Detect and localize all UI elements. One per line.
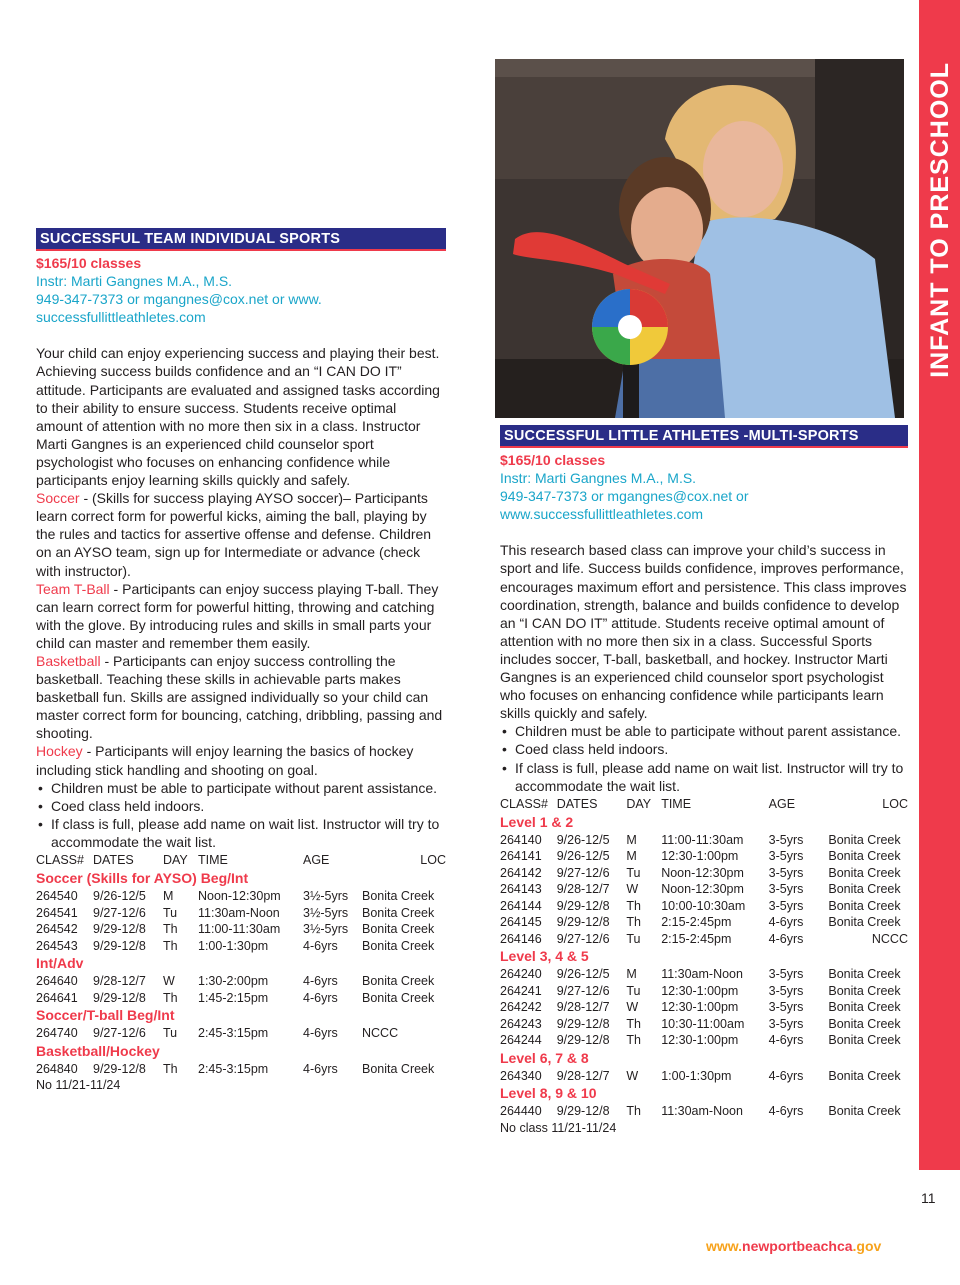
left-sport-tball bbox=[36, 580, 446, 652]
col-dates: DATES bbox=[93, 853, 134, 867]
right-column bbox=[500, 425, 908, 1136]
schedule-row bbox=[500, 1103, 908, 1120]
cell-age: 4-6yrs bbox=[303, 1061, 338, 1076]
cell-time: 11:00-11:30am bbox=[198, 922, 281, 936]
schedule-row bbox=[36, 905, 446, 922]
cell-time: 1:00-1:30pm bbox=[198, 938, 269, 953]
schedule-row bbox=[36, 1025, 446, 1042]
right-contact-line2[interactable]: www.successfullittleathletes.com bbox=[500, 506, 704, 523]
cell-loc: Bonita Creek bbox=[828, 983, 901, 998]
cell-time: 12:30-1:00pm bbox=[661, 1033, 739, 1048]
cell-day: Th bbox=[163, 990, 178, 1005]
cell-day: Th bbox=[626, 1104, 641, 1119]
cell-dates: 9/29-12/8 bbox=[93, 990, 146, 1005]
cell-class: 264140 bbox=[500, 832, 542, 847]
col-time: TIME bbox=[198, 853, 228, 867]
cell-loc: Bonita Creek bbox=[362, 889, 435, 903]
cell-day: M bbox=[626, 849, 637, 864]
cell-class: 264840 bbox=[36, 1061, 78, 1076]
cell-class: 264240 bbox=[500, 967, 542, 982]
cell-loc: Bonita Creek bbox=[828, 1000, 901, 1015]
left-sport-hockey bbox=[36, 742, 446, 778]
cell-class: 264543 bbox=[36, 938, 78, 953]
footer-url-www: www. bbox=[706, 1238, 743, 1254]
page-number: 11 bbox=[921, 1190, 936, 1206]
col-class: CLASS# bbox=[500, 796, 548, 811]
cell-time: 2:45-3:15pm bbox=[198, 1026, 269, 1040]
cell-time: 12:30-1:00pm bbox=[661, 983, 739, 998]
cell-time: 11:30am-Noon bbox=[198, 905, 280, 920]
cell-class: 264141 bbox=[500, 849, 542, 864]
cell-loc: Bonita Creek bbox=[828, 967, 901, 982]
schedule-row bbox=[500, 898, 908, 915]
schedule-row bbox=[500, 1032, 908, 1049]
schedule-group-label: Level 8, 9 & 10 bbox=[500, 1085, 597, 1102]
cell-age: 3-5yrs bbox=[768, 832, 804, 847]
cell-dates: 9/27-12/6 bbox=[556, 865, 610, 880]
cell-age: 3-5yrs bbox=[768, 1016, 804, 1031]
right-section-title: SUCCESSFUL LITTLE ATHLETES -MULTI-SPORTS bbox=[500, 425, 908, 448]
cell-time: Noon-12:30pm bbox=[198, 889, 281, 903]
cell-age: 4-6yrs bbox=[303, 974, 338, 988]
cell-time: 12:30-1:00pm bbox=[661, 1000, 739, 1015]
cell-day: W bbox=[626, 1068, 639, 1083]
left-instructor: Instr: Marti Gangnes M.A., M.S. bbox=[36, 273, 233, 290]
cell-day: M bbox=[626, 967, 637, 982]
schedule-row bbox=[36, 921, 446, 938]
cell-day: Th bbox=[626, 898, 641, 913]
cell-age: 4-6yrs bbox=[768, 1033, 804, 1048]
cell-time: Noon-12:30pm bbox=[661, 865, 744, 880]
cell-time: 11:30am-Noon bbox=[661, 1104, 743, 1119]
schedule-row bbox=[500, 1068, 908, 1085]
right-intro: This research based class can improve your child’s success in sport and life. Success builds confidence, improves performance, encourages maximum effort and persistence. This class improves coordination, strength, balance and builds confidence to develop an “I CAN DO IT” attitude. Students receive optimal amount of attention with no more then six in a class. Successful Sports includes soccer, T-ball, basketball, and hockey. Instructor Marti Gangnes is an experienced child counselor sport psychologist who focuses on enhancing confidence while participants learn skills quickly and safely. bbox=[500, 542, 907, 722]
cell-loc: Bonita Creek bbox=[828, 1033, 901, 1048]
left-price: $165/10 classes bbox=[36, 255, 142, 271]
schedule-row bbox=[36, 990, 446, 1007]
cell-day: Tu bbox=[163, 1026, 178, 1040]
cell-loc: Bonita Creek bbox=[362, 990, 435, 1005]
col-day: DAY bbox=[163, 853, 188, 867]
schedule-note: No 11/21-11/24 bbox=[36, 1078, 121, 1092]
schedule-row bbox=[500, 966, 908, 983]
cell-loc: Bonita Creek bbox=[828, 1104, 901, 1119]
cell-time: 10:30-11:00am bbox=[661, 1016, 745, 1031]
col-dates: DATES bbox=[556, 796, 598, 811]
schedule-row bbox=[500, 931, 908, 948]
cell-age: 4-6yrs bbox=[303, 1026, 338, 1040]
woman-face bbox=[703, 121, 783, 217]
cell-class: 264144 bbox=[500, 898, 542, 913]
bullet-item: • Children must be able to participate without parent assistance. bbox=[500, 722, 908, 740]
cell-class: 264143 bbox=[500, 882, 542, 897]
cell-loc: Bonita Creek bbox=[828, 832, 901, 847]
right-instructor: Instr: Marti Gangnes M.A., M.S. bbox=[500, 470, 697, 487]
cell-age: 4-6yrs bbox=[768, 915, 804, 930]
cell-loc: Bonita Creek bbox=[828, 882, 901, 897]
cell-age: 3½-5yrs bbox=[303, 889, 349, 903]
cell-loc: Bonita Creek bbox=[828, 849, 901, 864]
col-loc: LOC bbox=[882, 796, 908, 811]
schedule-row bbox=[500, 881, 908, 898]
schedule-row bbox=[36, 938, 446, 955]
cell-loc: Bonita Creek bbox=[828, 898, 901, 913]
cell-loc: Bonita Creek bbox=[362, 974, 435, 988]
cell-day: Th bbox=[163, 1061, 178, 1076]
cell-loc: NCCC bbox=[362, 1026, 399, 1040]
footer-url-tld: .gov bbox=[852, 1238, 882, 1254]
cell-class: 264542 bbox=[36, 922, 78, 936]
schedule-row bbox=[500, 832, 908, 849]
left-contact-line1[interactable]: 949-347-7373 or mgangnes@cox.net or www. bbox=[36, 291, 322, 308]
cell-dates: 9/29-12/8 bbox=[93, 938, 146, 953]
cell-class: 264243 bbox=[500, 1016, 542, 1031]
schedule-group-label: Soccer/T-ball Beg/Int bbox=[36, 1007, 175, 1023]
cell-day: Tu bbox=[626, 931, 641, 946]
cell-age: 3½-5yrs bbox=[303, 922, 349, 936]
cell-dates: 9/27-12/6 bbox=[93, 905, 146, 920]
cell-dates: 9/29-12/8 bbox=[556, 1016, 610, 1031]
cell-day: Th bbox=[626, 1016, 641, 1031]
col-age: AGE bbox=[303, 853, 330, 867]
schedule-row bbox=[36, 1061, 446, 1078]
schedule-group-label: Int/Adv bbox=[36, 955, 84, 971]
section-sidebar bbox=[919, 0, 960, 1170]
col-age: AGE bbox=[768, 796, 796, 811]
cell-age: 3-5yrs bbox=[768, 865, 804, 880]
cell-day: Th bbox=[163, 922, 178, 936]
cell-class: 264244 bbox=[500, 1033, 542, 1048]
child-face bbox=[631, 187, 703, 271]
schedule-row bbox=[500, 914, 908, 931]
cell-age: 3-5yrs bbox=[768, 898, 804, 913]
col-class: CLASS# bbox=[36, 853, 84, 867]
cell-class: 264241 bbox=[500, 983, 542, 998]
schedule-row bbox=[500, 1016, 908, 1033]
cell-loc: Bonita Creek bbox=[362, 938, 435, 953]
schedule-group-label: Level 3, 4 & 5 bbox=[500, 948, 589, 965]
cell-day: W bbox=[626, 882, 639, 897]
cell-day: M bbox=[163, 889, 174, 903]
cell-class: 264146 bbox=[500, 931, 542, 946]
left-schedule bbox=[36, 869, 446, 1094]
cell-day: Th bbox=[626, 915, 641, 930]
cell-time: 1:30-2:00pm bbox=[198, 974, 269, 988]
cell-dates: 9/26-12/5 bbox=[93, 889, 146, 903]
bullet-item: • Children must be able to participate without parent assistance. bbox=[36, 779, 446, 797]
right-contact-line1[interactable]: 949-347-7373 or mgangnes@cox.net or bbox=[500, 488, 749, 505]
sport-text: - Participants can enjoy success controlling the basketball. Teaching these skills in achievable parts makes basketball fun. Skills are assigned individually so your child can master correct form for bouncing, catching, dribbling, passing and shooting. bbox=[36, 652, 443, 742]
cell-dates: 9/28-12/7 bbox=[556, 882, 610, 897]
sport-text: - Participants can enjoy success playing T-ball. They can learn correct form for powerful hitting, throwing and catching with the glove. By introducing rules and skills in small parts your child can master and remember them easily. bbox=[36, 580, 439, 651]
right-table-header bbox=[500, 795, 908, 813]
right-schedule bbox=[500, 813, 908, 1137]
schedule-group-label: Basketball/Hockey bbox=[36, 1042, 160, 1059]
cell-age: 4-6yrs bbox=[303, 990, 338, 1005]
sport-name: Basketball bbox=[36, 652, 101, 669]
cell-class: 264540 bbox=[36, 889, 78, 903]
cell-class: 264440 bbox=[500, 1104, 542, 1119]
cell-age: 4-6yrs bbox=[768, 1068, 804, 1083]
cell-class: 264242 bbox=[500, 1000, 542, 1015]
right-price: $165/10 classes bbox=[500, 452, 606, 468]
schedule-row bbox=[500, 983, 908, 1000]
cell-time: 11:00-11:30am bbox=[661, 832, 744, 847]
cell-time: 12:30-1:00pm bbox=[661, 849, 739, 864]
cell-time: 2:15-2:45pm bbox=[661, 915, 732, 930]
left-intro: Your child can enjoy experiencing success and playing their best. Achieving success builds confidence and an “I CAN DO IT” attitude. Participants are evaluated and assigned tasks according to their ability to ensure success. Students receive optimal amount of attention with no more then six in a class. Instructor Marti Gangnes is an experienced child counselor sport psychologist who focuses on enhancing confidence while participants enjoy learning skills quickly and safely. bbox=[36, 345, 440, 489]
cell-dates: 9/27-12/6 bbox=[556, 931, 610, 946]
cell-day: Tu bbox=[626, 983, 641, 998]
cell-age: 3-5yrs bbox=[768, 882, 804, 897]
cell-dates: 9/29-12/8 bbox=[556, 1033, 610, 1048]
left-contact-line2[interactable]: successfullittleathletes.com bbox=[36, 309, 206, 326]
cell-day: W bbox=[163, 974, 175, 988]
bullet-item: • If class is full, please add name on wait list. Instructor will try to accommodate the wait list. bbox=[36, 815, 446, 851]
cell-time: 1:45-2:15pm bbox=[198, 990, 269, 1005]
cell-class: 264145 bbox=[500, 915, 542, 930]
cell-dates: 9/26-12/5 bbox=[556, 832, 610, 847]
cell-day: W bbox=[626, 1000, 639, 1015]
cell-dates: 9/29-12/8 bbox=[93, 1061, 146, 1076]
class-photo bbox=[495, 59, 904, 418]
cell-class: 264541 bbox=[36, 905, 78, 920]
left-table-header bbox=[36, 851, 446, 869]
schedule-group-label: Soccer (Skills for AYSO) Beg/Int bbox=[36, 870, 249, 886]
sidebar-label-wrap bbox=[919, 0, 960, 380]
cell-dates: 9/28-12/7 bbox=[93, 974, 146, 988]
schedule-row bbox=[500, 865, 908, 882]
bullet-item: • If class is full, please add name on wait list. Instructor will try to accommodate the wait list. bbox=[500, 759, 908, 795]
cell-loc: Bonita Creek bbox=[362, 922, 435, 936]
cell-day: Tu bbox=[163, 905, 178, 920]
cell-age: 3-5yrs bbox=[768, 983, 804, 998]
cell-age: 4-6yrs bbox=[768, 931, 804, 946]
schedule-note: No class 11/21-11/24 bbox=[500, 1120, 617, 1135]
bullet-item: • Coed class held indoors. bbox=[500, 740, 908, 758]
cell-loc: Bonita Creek bbox=[362, 905, 435, 920]
sport-text: - Participants will enjoy learning the basics of hockey including stick handling and shooting on goal. bbox=[36, 743, 414, 778]
cell-class: 264740 bbox=[36, 1026, 78, 1040]
cell-day: Th bbox=[163, 938, 178, 953]
cell-time: 2:15-2:45pm bbox=[661, 931, 732, 946]
cell-class: 264640 bbox=[36, 974, 78, 988]
sport-name: Soccer bbox=[36, 490, 80, 507]
footer-url[interactable] bbox=[706, 1238, 881, 1254]
left-column bbox=[36, 228, 446, 1094]
cell-class: 264641 bbox=[36, 990, 78, 1005]
cell-age: 3-5yrs bbox=[768, 849, 804, 864]
left-section-title: SUCCESSFUL TEAM INDIVIDUAL SPORTS bbox=[36, 228, 446, 251]
cell-age: 4-6yrs bbox=[303, 938, 338, 953]
batting-tee bbox=[623, 359, 639, 418]
schedule-row bbox=[500, 999, 908, 1016]
cell-time: 1:00-1:30pm bbox=[661, 1068, 732, 1083]
sport-text: - (Skills for success playing AYSO soccer)– Participants learn correct form for powerful kicks, aiming the ball, playing by the rules and tactics for assertive offense and defense. Children on an AYSO team, sign up for Intermediate or advance (check with instructor). bbox=[36, 490, 432, 579]
cell-loc: Bonita Creek bbox=[828, 1016, 901, 1031]
cell-age: 3-5yrs bbox=[768, 1000, 804, 1015]
cell-dates: 9/28-12/7 bbox=[556, 1068, 610, 1083]
cell-dates: 9/26-12/5 bbox=[556, 849, 610, 864]
cell-dates: 9/27-12/6 bbox=[93, 1026, 146, 1040]
col-time: TIME bbox=[661, 796, 692, 811]
cell-day: Tu bbox=[626, 865, 641, 880]
cell-dates: 9/27-12/6 bbox=[556, 983, 610, 998]
sport-name: Team T-Ball bbox=[36, 580, 110, 597]
cell-class: 264142 bbox=[500, 865, 542, 880]
left-sport-soccer bbox=[36, 489, 446, 579]
cell-age: 4-6yrs bbox=[768, 1104, 804, 1119]
sidebar-label: INFANT TO PRESCHOOL bbox=[926, 62, 954, 378]
cell-time: 11:30am-Noon bbox=[661, 967, 743, 982]
schedule-row bbox=[36, 888, 446, 905]
cell-age: 3-5yrs bbox=[768, 967, 804, 982]
schedule-group-label: Level 1 & 2 bbox=[500, 813, 574, 830]
cell-loc: Bonita Creek bbox=[828, 1068, 901, 1083]
cell-dates: 9/28-12/7 bbox=[556, 1000, 610, 1015]
schedule-group-label: Level 6, 7 & 8 bbox=[500, 1049, 589, 1066]
left-bullets bbox=[36, 779, 446, 851]
col-day: DAY bbox=[626, 796, 652, 811]
cell-loc: NCCC bbox=[871, 931, 908, 946]
bullet-item: • Coed class held indoors. bbox=[36, 797, 446, 815]
cell-class: 264340 bbox=[500, 1068, 542, 1083]
schedule-row bbox=[36, 973, 446, 990]
right-bullets bbox=[500, 722, 908, 794]
cell-loc: Bonita Creek bbox=[828, 865, 901, 880]
schedule-row bbox=[500, 848, 908, 865]
cell-dates: 9/29-12/8 bbox=[556, 915, 610, 930]
cell-age: 3½-5yrs bbox=[303, 905, 349, 920]
cell-day: Th bbox=[626, 1033, 641, 1048]
cell-time: 2:45-3:15pm bbox=[198, 1061, 269, 1076]
col-loc: LOC bbox=[420, 853, 446, 867]
cell-dates: 9/26-12/5 bbox=[556, 967, 610, 982]
cell-dates: 9/29-12/8 bbox=[556, 898, 610, 913]
sport-name: Hockey bbox=[36, 743, 83, 760]
cell-dates: 9/29-12/8 bbox=[556, 1104, 610, 1119]
cell-loc: Bonita Creek bbox=[828, 915, 901, 930]
cell-dates: 9/29-12/8 bbox=[93, 922, 146, 936]
cell-day: M bbox=[626, 832, 637, 847]
left-sport-basketball bbox=[36, 652, 446, 742]
cell-time: 10:00-10:30am bbox=[661, 898, 746, 913]
cell-loc: Bonita Creek bbox=[362, 1061, 435, 1076]
footer-url-domain: newportbeachca bbox=[742, 1238, 853, 1254]
cell-time: Noon-12:30pm bbox=[661, 882, 744, 897]
